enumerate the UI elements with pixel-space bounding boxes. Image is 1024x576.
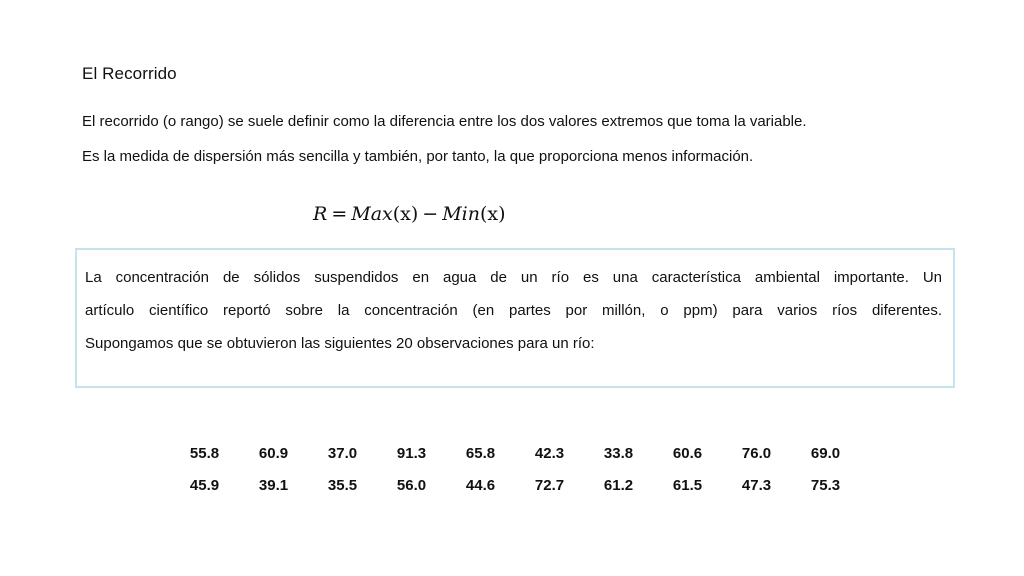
- observation-cell: 91.3: [396, 444, 427, 462]
- observation-cell: 42.3: [534, 444, 565, 462]
- observation-cell: 60.9: [258, 444, 289, 462]
- range-formula: [313, 203, 506, 225]
- example-text: [85, 268, 942, 367]
- observation-cell: 69.0: [810, 444, 841, 462]
- observation-cell: 76.0: [741, 444, 772, 462]
- example-box: [75, 248, 955, 388]
- observation-cell: 61.5: [672, 476, 703, 494]
- formula-max-arg: (x): [392, 203, 419, 225]
- definition-paragraph: El recorrido (o rango) se suele definir como la diferencia entre los dos valores extremos que toma la variable.: [82, 113, 807, 130]
- example-line-2: artículo científico reportó sobre la concentración (en partes por millón, o ppm) para varios ríos diferentes.: [85, 302, 942, 319]
- dispersion-paragraph: Es la medida de dispersión más sencilla y también, por tanto, la que proporciona menos información.: [82, 148, 754, 165]
- formula-minus: −: [422, 203, 439, 225]
- observation-cell: 45.9: [189, 476, 220, 494]
- observation-cell: 65.8: [465, 444, 496, 462]
- observation-cell: 60.6: [672, 444, 703, 462]
- observation-cell: 33.8: [603, 444, 634, 462]
- observation-cell: 55.8: [189, 444, 220, 462]
- observation-cell: 61.2: [603, 476, 634, 494]
- example-line-3: Supongamos que se obtuvieron las siguientes 20 observaciones para un río:: [85, 335, 595, 352]
- formula-equals: =: [331, 203, 348, 225]
- table-row: [170, 469, 860, 501]
- observations-table: [170, 437, 860, 501]
- table-row: [170, 437, 860, 469]
- observation-cell: 39.1: [258, 476, 289, 494]
- slide-title: El Recorrido: [82, 64, 177, 83]
- example-line-1: La concentración de sólidos suspendidos en agua de un río es una característica ambiental importante. Un: [85, 269, 942, 286]
- observation-cell: 72.7: [534, 476, 565, 494]
- observation-cell: 35.5: [327, 476, 358, 494]
- formula-min-arg: (x): [479, 203, 506, 225]
- formula-max: Max: [351, 203, 393, 225]
- observation-cell: 47.3: [741, 476, 772, 494]
- observation-cell: 56.0: [396, 476, 427, 494]
- formula-min: Min: [442, 203, 480, 225]
- observation-cell: 37.0: [327, 444, 358, 462]
- observation-cell: 75.3: [810, 476, 841, 494]
- observation-cell: 44.6: [465, 476, 496, 494]
- formula-lhs: R: [313, 203, 328, 225]
